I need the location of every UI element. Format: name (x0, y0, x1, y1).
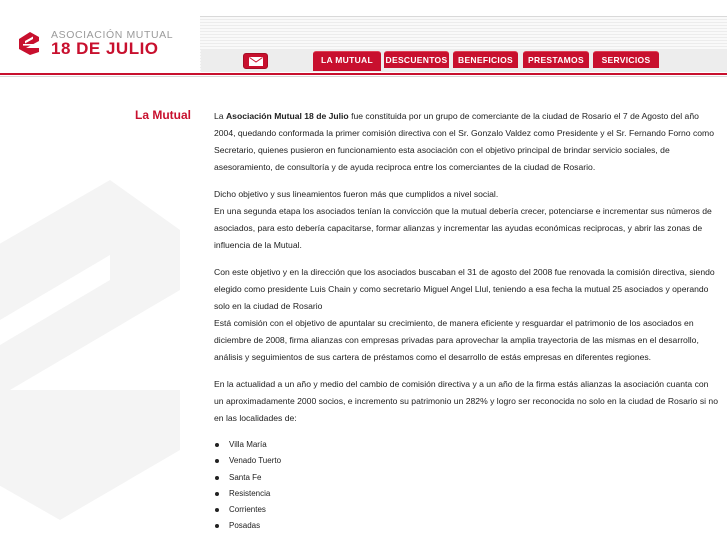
logo-name: 18 DE JULIO (51, 39, 159, 58)
p1-pre: La (214, 111, 226, 121)
nav-beneficios[interactable]: BENEFICIOS (453, 51, 518, 68)
paragraph-history (214, 108, 719, 176)
paragraph-second-stage: En una segunda etapa los asociados tenían la convicción que la mutual debería crecer, potenciarse e incrementar sus números de asociados, para esto debería capacitarse, formar alianzas y incrementar las ayudas económicas reciprocas, y abrir las zonas de influencia de la Mutual. (214, 206, 712, 250)
main-content (214, 108, 719, 535)
list-item: Resistencia (214, 486, 719, 502)
logo-mark-icon (17, 31, 41, 56)
mail-button[interactable] (243, 53, 268, 69)
header-divider-shadow (0, 76, 727, 77)
list-item: Venado Tuerto (214, 453, 719, 469)
logo[interactable] (0, 0, 200, 74)
list-item: Santa Fe (214, 470, 719, 486)
envelope-icon (249, 57, 263, 66)
nav-la-mutual[interactable]: LA MUTUAL (313, 51, 381, 71)
paragraph-renewal: Con este objetivo y en la dirección que los asociados buscaban el 31 de agosto del 2008 fue renovada la comisión directiva, siendo elegido como presidente Luis Chain y como secretario Miguel Angel Llul, teniendo a esa fecha la mutual 25 asociados y operando solo en la ciudad de Rosario (214, 267, 715, 311)
list-item: Posadas (214, 518, 719, 534)
header-stripes-border (200, 16, 727, 17)
paragraph-alliances: Está comisión con el objetivo de apuntalar su crecimiento, de manera eficiente y resguardar el patrimonio de los asociados en diciembre de 2008, firma alianzas con empresas privadas para aprovechar la amplia trayectoria de las mismas en el desarrollo, análisis y seguimientos de sus cartera de préstamos como el desarrollo de estás empresas en diferentes regiones. (214, 318, 699, 362)
p1-post: fue constituida por un grupo de comerciante de la ciudad de Rosario el 7 de Agosto del año 2004, quedando conformada la primer comisión directiva con el Sr. Gonzalo Valdez como Presidente y el Sr. Fernando Forno como Secretario, quienes pusieron en funcionamiento esta asociación con el objetivo principal de brindar servicio sociales, de asesoramiento, de consultoría y de ayuda reciproca entre los comerciantes de la ciudad de Rosario. (214, 111, 714, 172)
logo-tagline: ASOCIACIÓN MUTUAL (51, 29, 174, 41)
site-header (0, 0, 727, 80)
nav-servicios[interactable]: SERVICIOS (593, 51, 659, 68)
list-item: Corrientes (214, 502, 719, 518)
paragraph-objective: Dicho objetivo y sus lineamientos fueron más que cumplidos a nivel social. (214, 189, 499, 199)
p1-bold-name: Asociación Mutual 18 de Julio (225, 111, 349, 121)
nav-descuentos[interactable]: DESCUENTOS (384, 51, 449, 68)
logo-watermark (0, 120, 220, 545)
paragraph-current: En la actualidad a un año y medio del cambio de comisión directiva y a un año de la firma estás alianzas la asociación cuanta con un aproximadamente 2000 socios, e incremento su patrimonio un 282% y logro ser reconocida no solo en la ciudad de Rosario si no en las localidades de: (214, 379, 718, 423)
header-divider (0, 73, 727, 75)
list-item: Villa María (214, 437, 719, 453)
nav-prestamos[interactable]: PRESTAMOS (523, 51, 589, 68)
localities-list (214, 437, 719, 535)
section-title: La Mutual (135, 108, 191, 122)
